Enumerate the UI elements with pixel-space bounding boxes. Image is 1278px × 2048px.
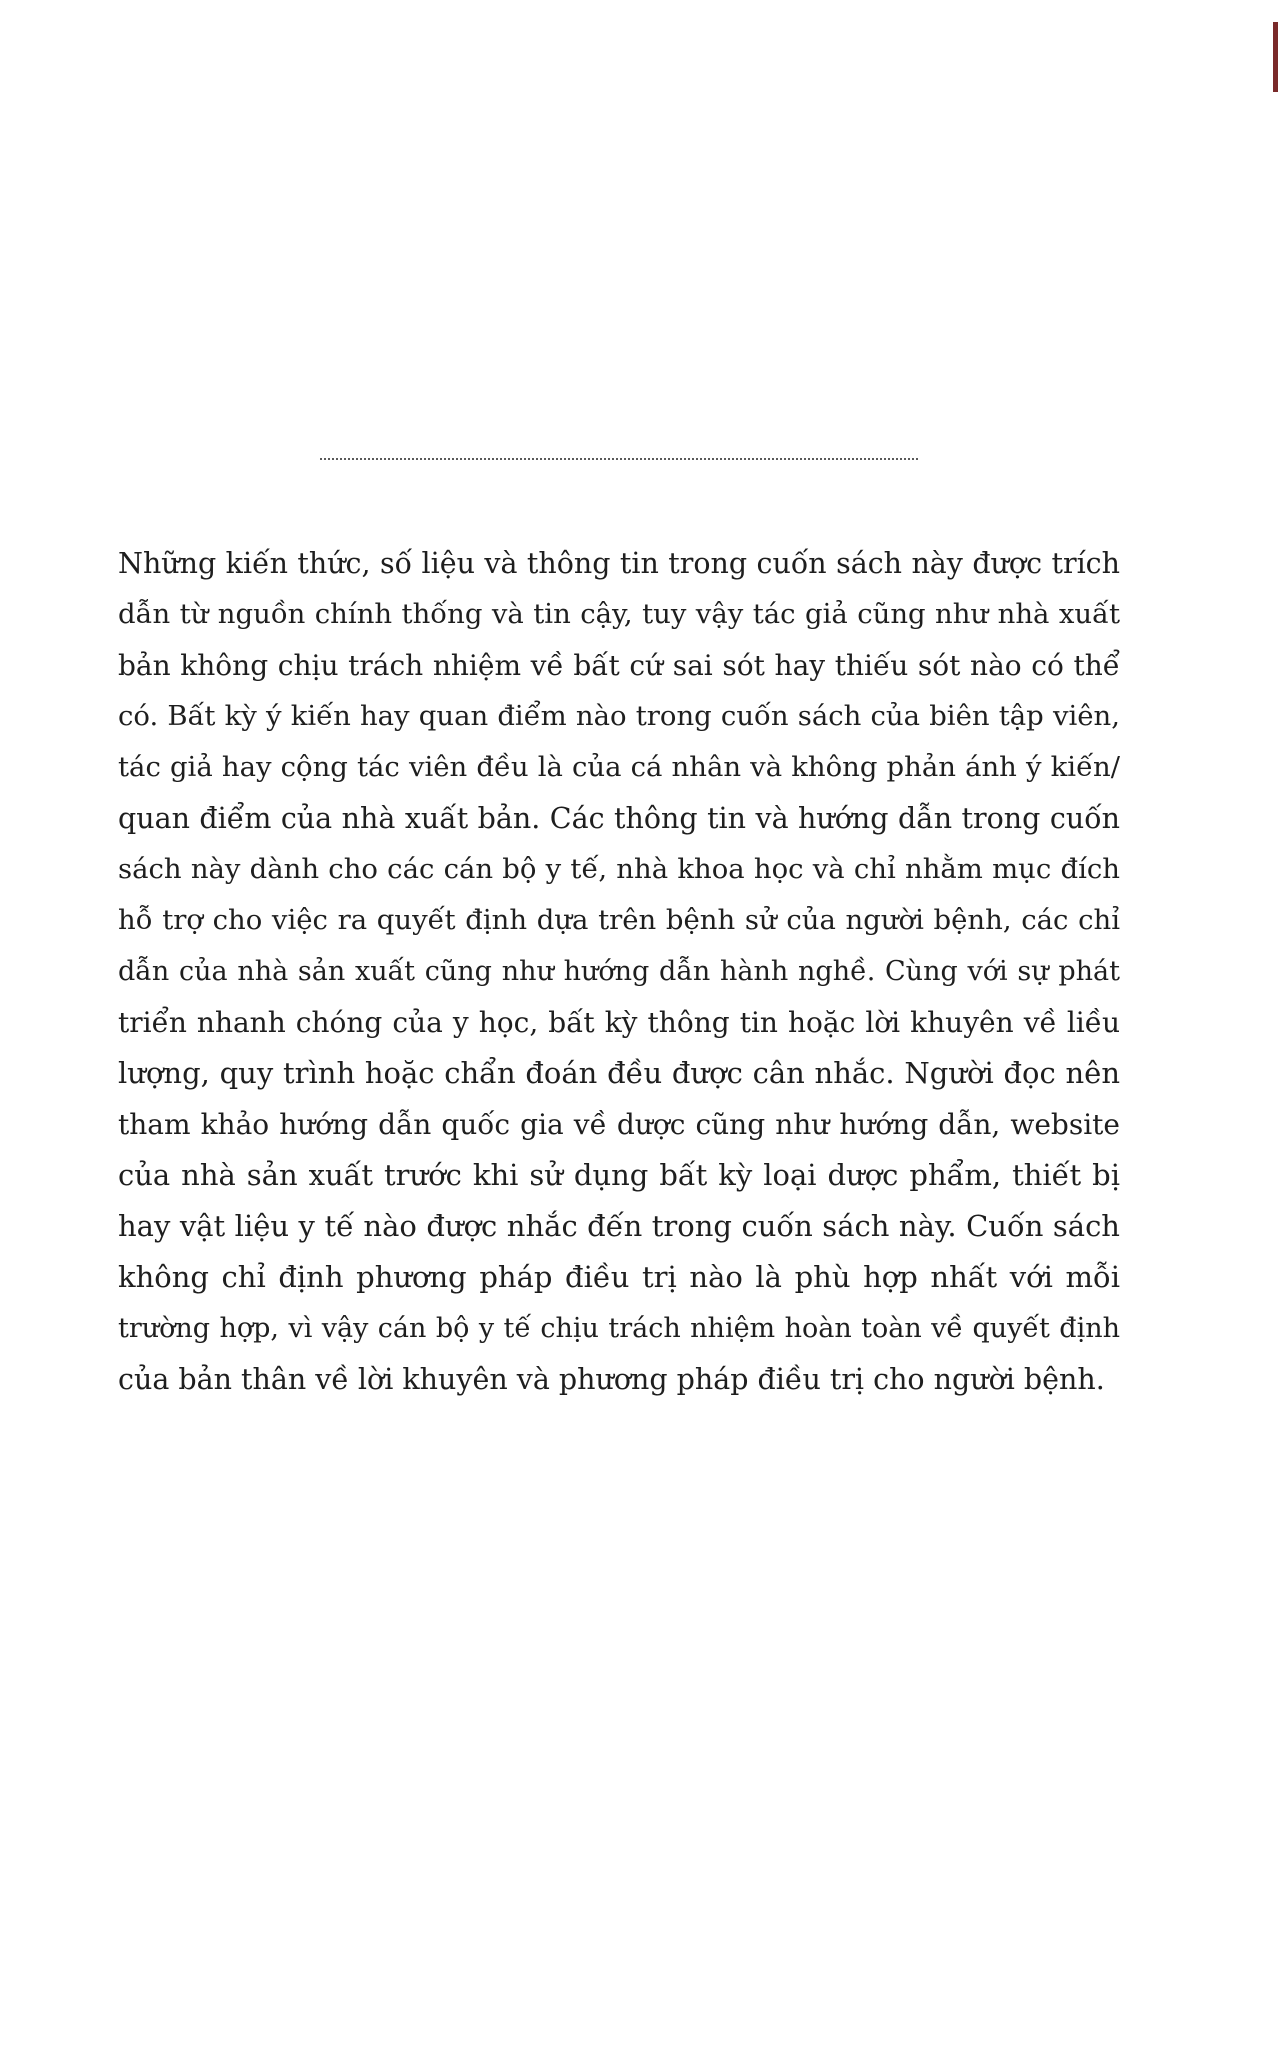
disclaimer-paragraph [118, 538, 1120, 1405]
disclaimer-line: tham khảo hướng dẫn quốc gia về dược cũng như hướng dẫn, website [118, 1108, 1120, 1141]
disclaimer-line: của bản thân về lời khuyên và phương pháp điều trị cho người bệnh. [118, 1363, 1105, 1396]
disclaimer-line: sách này dành cho các cán bộ y tế, nhà khoa học và chỉ nhằm mục đích [118, 853, 1120, 885]
disclaimer-line: lượng, quy trình hoặc chẩn đoán đều được cân nhắc. Người đọc nên [118, 1056, 1120, 1090]
disclaimer-line: hỗ trợ cho việc ra quyết định dựa trên bệnh sử của người bệnh, các chỉ [118, 904, 1120, 936]
disclaimer-line: hay vật liệu y tế nào được nhắc đến trong cuốn sách này. Cuốn sách [118, 1209, 1120, 1243]
disclaimer-line: có. Bất kỳ ý kiến hay quan điểm nào trong cuốn sách của biên tập viên, [118, 700, 1120, 732]
disclaimer-line: trường hợp, vì vậy cán bộ y tế chịu trách nhiệm hoàn toàn về quyết định [118, 1313, 1120, 1344]
disclaimer-line: dẫn của nhà sản xuất cũng như hướng dẫn hành nghề. Cùng với sự phát [118, 956, 1120, 987]
disclaimer-line: không chỉ định phương pháp điều trị nào là phù hợp nhất với mỗi [118, 1260, 1120, 1294]
page-edge-mark [1273, 22, 1278, 92]
dotted-separator [320, 458, 918, 460]
disclaimer-line: triển nhanh chóng của y học, bất kỳ thông tin hoặc lời khuyên về liều [118, 1006, 1120, 1039]
disclaimer-line: của nhà sản xuất trước khi sử dụng bất kỳ loại dược phẩm, thiết bị [118, 1158, 1120, 1192]
disclaimer-line: quan điểm của nhà xuất bản. Các thông tin và hướng dẫn trong cuốn [118, 802, 1120, 835]
disclaimer-line: Những kiến thức, số liệu và thông tin trong cuốn sách này được trích [118, 547, 1120, 580]
disclaimer-line: dẫn từ nguồn chính thống và tin cậy, tuy vậy tác giả cũng như nhà xuất [118, 598, 1120, 630]
disclaimer-line: tác giả hay cộng tác viên đều là của cá nhân và không phản ánh ý kiến/ [118, 751, 1120, 783]
disclaimer-line: bản không chịu trách nhiệm về bất cứ sai sót hay thiếu sót nào có thể [118, 649, 1120, 682]
